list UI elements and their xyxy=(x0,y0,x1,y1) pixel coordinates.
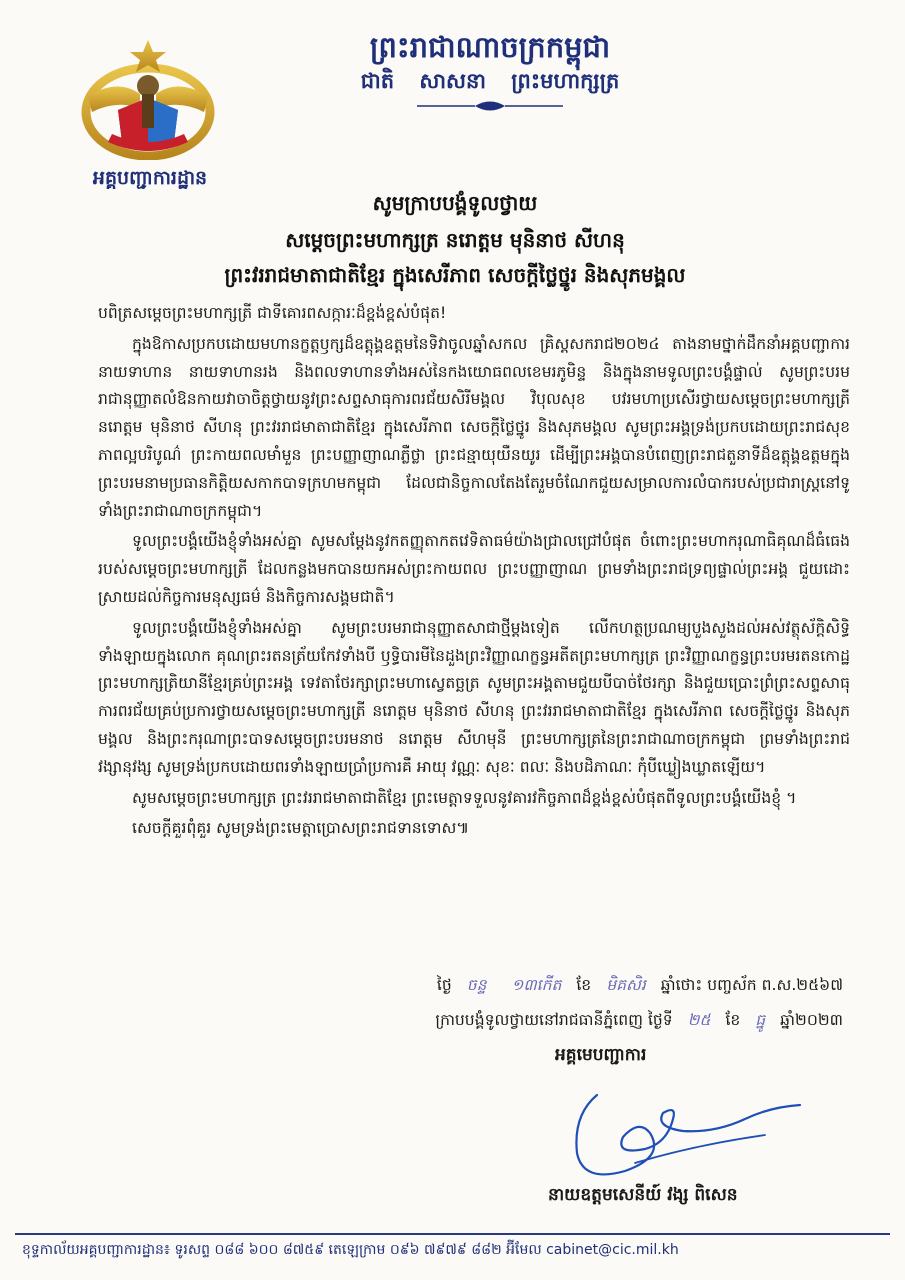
place-prefix: ក្រាបបង្គំទូលថ្វាយនៅរាជធានីភ្នំពេញ ថ្ងៃទី xyxy=(435,1011,673,1029)
organization-name: អគ្គបញ្ជាការដ្ឋាន xyxy=(92,167,208,189)
paragraph-1: ក្នុងឱកាសប្រកបដោយមហានក្ខត្តឫក្សដ៏ឧត្តុង្គឧត្តមនៃទិវាចូលឆ្នាំសកល គ្រិស្តសករាជ២០២៤ តាងនាមថ្នាក់ដឹកនាំអគ្គបញ្ជាការ នាយទាហាន នាយទាហានរង និងពលទាហានទាំងអស់នៃកងយោធពលខេមរភូមិន្ទ និងក្នុងនាមទូលព្រះបង្គំផ្ទាល់ សូមព្រះបរមរាជានុញ្ញាតលំឱនកាយវាចាចិត្តថ្វាយនូវព្រះសព្ទសាធុការពរជ័យសិរីមង្គល វិបុលសុខ បវរមហាប្រសើរថ្វាយសម្តេចព្រះមហាក្សត្រី នរោត្តម មុនិនាថ សីហនុ ព្រះវររាជមាតាជាតិខ្មែរ ក្នុងសេរីភាព សេចក្តីថ្លៃថ្នូរ និងសុភមង្គល សូមព្រះអង្គទ្រង់ប្រកបដោយព្រះរាជសុខភាពល្អបរិបូណ៌ ព្រះកាយពលមាំមួន ព្រះបញ្ញាញាណភ្លឺថ្លា ព្រះជន្មាយុយឺនយូរ ដើម្បីព្រះអង្គបានបំពេញព្រះរាជតួនាទីដ៏ឧត្តុង្គឧត្តមក្នុងព្រះបរមនាមប្រធានកិត្តិយសកាកបាទក្រហមកម្ពុជា ដែលជានិច្ចកាលតែងតែរួមចំណែកជួយសម្រាលការលំបាករបស់ប្រជារាស្ត្រនៅទូទាំងព្រះរាជាណាចក្រកម្ពុជា។ xyxy=(98,334,850,520)
signer-title: អគ្គមេបញ្ជាការ xyxy=(555,1045,647,1065)
ornament-divider-icon xyxy=(415,99,565,113)
lunar-prefix: ថ្ងៃ xyxy=(436,976,452,994)
queen-name-heading: សម្តេចព្រះមហាក្សត្រ នរោត្តម មុនិនាថ សីហនុ xyxy=(285,228,625,252)
month-label: ខែ xyxy=(725,1011,741,1029)
paragraph-3: ទូលព្រះបង្គំយើងខ្ញុំទាំងអស់គ្នា សូមព្រះបរមរាជានុញ្ញាតសាជាថ្មីម្តងទៀត លើកហត្ថប្រណម្យបួងសួងដល់អស់វត្ថុស័ក្តិសិទ្ធិទាំងឡាយក្នុងលោក គុណព្រះរតនត្រ័យកែវទាំងបី ឫទ្ធិបារមីនៃដួងព្រះវិញ្ញាណក្ខន្ធអតីតព្រះមហាក្សត្រ ព្រះវិញ្ញាណក្ខន្ធព្រះបរមរតនកោដ្ឋ ព្រះមហាក្សត្រិយានីខ្មែរគ្រប់ព្រះអង្គ ទេវតាថែរក្សាព្រះមហាស្វេតច្ឆត្រ សូមព្រះអង្គតាមជួយបីបាច់ថែរក្សា និងជួយប្រោះព្រំព្រះសព្ទសាធុការពរជ័យគ្រប់ប្រការថ្វាយសម្តេចព្រះមហាក្សត្រី នរោត្តម មុនិនាថ សីហនុ ព្រះវររាជមាតាជាតិខ្មែរ ក្នុងសេរីភាព សេចក្តីថ្លៃថ្នូរ និងសុភមង្គល និងព្រះករុណាព្រះបាទសម្តេចព្រះបរមនាថ នរោត្តម សីហមុនី ព្រះមហាក្សត្រនៃព្រះរាជាណាចក្រកម្ពុជា ព្រមទាំងព្រះរាជវង្សានុវង្ស សូមទ្រង់ប្រកបដោយពរទាំងឡាយប្រាំប្រការគឺ អាយុ វណ្ណៈ សុខៈ ពលៈ និងបដិភាណៈ កុំបីឃ្លៀងឃ្លាតឡើយ។ xyxy=(98,618,850,776)
lunar-date-line xyxy=(437,975,843,998)
national-motto: ជាតិ សាសនា ព្រះមហាក្សត្រ xyxy=(360,69,620,93)
address-heading: សូមក្រាបបង្គំទូលថ្វាយ xyxy=(372,191,538,215)
kingdom-heading: ព្រះរាជាណាចក្រកម្ពុជា xyxy=(369,30,611,64)
signer-name: នាយឧត្តមសេនីយ៍ វង្ស ពិសេន xyxy=(548,1185,738,1205)
date-month: ធ្នូ xyxy=(755,1011,766,1029)
queen-title-heading: ព្រះវររាជមាតាជាតិខ្មែរ ក្នុងសេរីភាព សេចក្តីថ្លៃថ្នូរ និងសុភមង្គល xyxy=(224,263,686,287)
lunar-month-label: ខែ xyxy=(576,976,592,994)
footer-contact: ខុទ្ទកាល័យអគ្គបញ្ជាការដ្ឋាន៖ ទូរសព្ទ ០៨៨ ៦០០ ៨៧៥៩ តេឡេក្រាម ០៩៦ ៧៩៧៩ ៨៨២ អ៊ីមែល cabinet@cic.mil.kh xyxy=(22,1242,679,1258)
handwritten-signature xyxy=(555,1075,825,1190)
lunar-day: ១៣កើត xyxy=(511,976,562,994)
letter-body xyxy=(98,300,850,846)
lunar-weekday: ចន្ទ xyxy=(466,976,487,994)
place-date-line xyxy=(435,1010,843,1033)
military-emblem-logo xyxy=(78,38,218,160)
lunar-year: ឆ្នាំថោះ បញ្ចស័ក ព.ស.២៥៦៧ xyxy=(660,976,843,994)
lunar-month: មិគសិរ xyxy=(606,976,646,994)
paragraph-4: សូមសម្តេចព្រះមហាក្សត្រ ព្រះវររាជមាតាជាតិខ្មែរ ព្រះមេត្តាទទួលនូវគារវកិច្ចភាពដ៏ខ្ពង់ខ្ពស់បំផុតពីទូលព្រះបង្គំយើងខ្ញុំ ។ xyxy=(132,788,797,807)
date-day: ២៥ xyxy=(687,1011,711,1029)
salutation: បពិត្រសម្តេចព្រះមហាក្សត្រី ជាទីគោរពសក្ការៈដ៏ខ្ពង់ខ្ពស់បំផុត! xyxy=(98,304,447,322)
footer-divider xyxy=(15,1233,890,1235)
date-year: ឆ្នាំ២០២៣ xyxy=(780,1011,843,1029)
paragraph-5: សេចក្តីគួរពុំគួរ សូមទ្រង់ព្រះមេត្តាប្រោសព្រះរាជទានទោស៕ xyxy=(132,819,470,838)
paragraph-2: ទូលព្រះបង្គំយើងខ្ញុំទាំងអស់គ្នា សូមសម្តែងនូវកតញ្ញុតាកតវេទិតាធម៌យ៉ាងជ្រាលជ្រៅបំផុត ចំពោះព្រះមហាករុណាធិគុណដ៏ធំធេងរបស់សម្តេចព្រះមហាក្សត្រី ដែលកន្លងមកបានយកអស់ព្រះកាយពល ព្រះបញ្ញាញាណ ព្រមទាំងព្រះរាជទ្រព្យផ្ទាល់ព្រះអង្គ ជួយដោះស្រាយដល់កិច្ចការមនុស្សធម៌ និងកិច្ចការសង្គមជាតិ។ xyxy=(98,532,850,606)
